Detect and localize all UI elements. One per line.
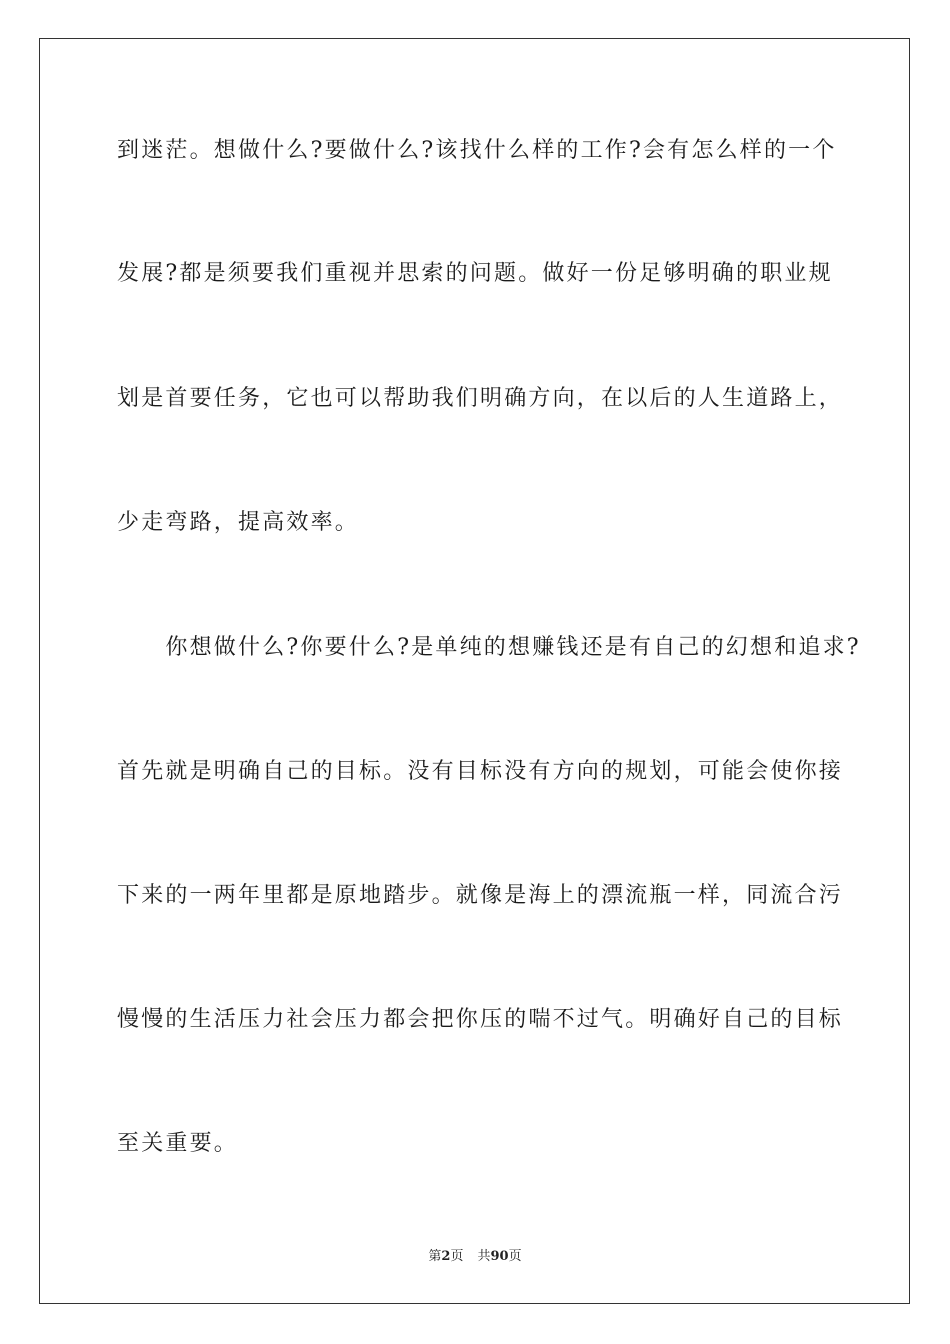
text-line: 慢慢的生活压力社会压力都会把你压的喘不过气。明确好自己的目标 <box>117 1007 844 1032</box>
total-pages: 90 <box>490 1249 509 1264</box>
text-line: 首先就是明确自己的目标。没有目标没有方向的规划，可能会使你接 <box>117 759 844 784</box>
text-line: 到迷茫。想做什么?要做什么?该找什么样的工作?会有怎么样的一个 <box>117 138 837 163</box>
total-suffix: 页 <box>508 1249 522 1264</box>
page-number: 2 <box>441 1249 451 1264</box>
text-line: 你想做什么?你要什么?是单纯的想赚钱还是有自己的幻想和追求? <box>117 635 861 660</box>
total-prefix: 共 <box>477 1249 491 1264</box>
page-suffix: 页 <box>450 1249 464 1264</box>
text-line: 至关重要。 <box>117 1131 239 1156</box>
page-footer <box>0 1248 950 1266</box>
page-frame <box>39 38 910 1304</box>
text-line: 发展?都是须要我们重视并思索的问题。做好一份足够明确的职业规 <box>117 261 833 286</box>
text-line: 划是首要任务，它也可以帮助我们明确方向，在以后的人生道路上， <box>117 386 844 411</box>
text-line: 少走弯路，提高效率。 <box>117 510 360 535</box>
page-prefix: 第 <box>428 1249 442 1264</box>
text-line: 下来的一两年里都是原地踏步。就像是海上的漂流瓶一样，同流合污 <box>117 883 844 908</box>
